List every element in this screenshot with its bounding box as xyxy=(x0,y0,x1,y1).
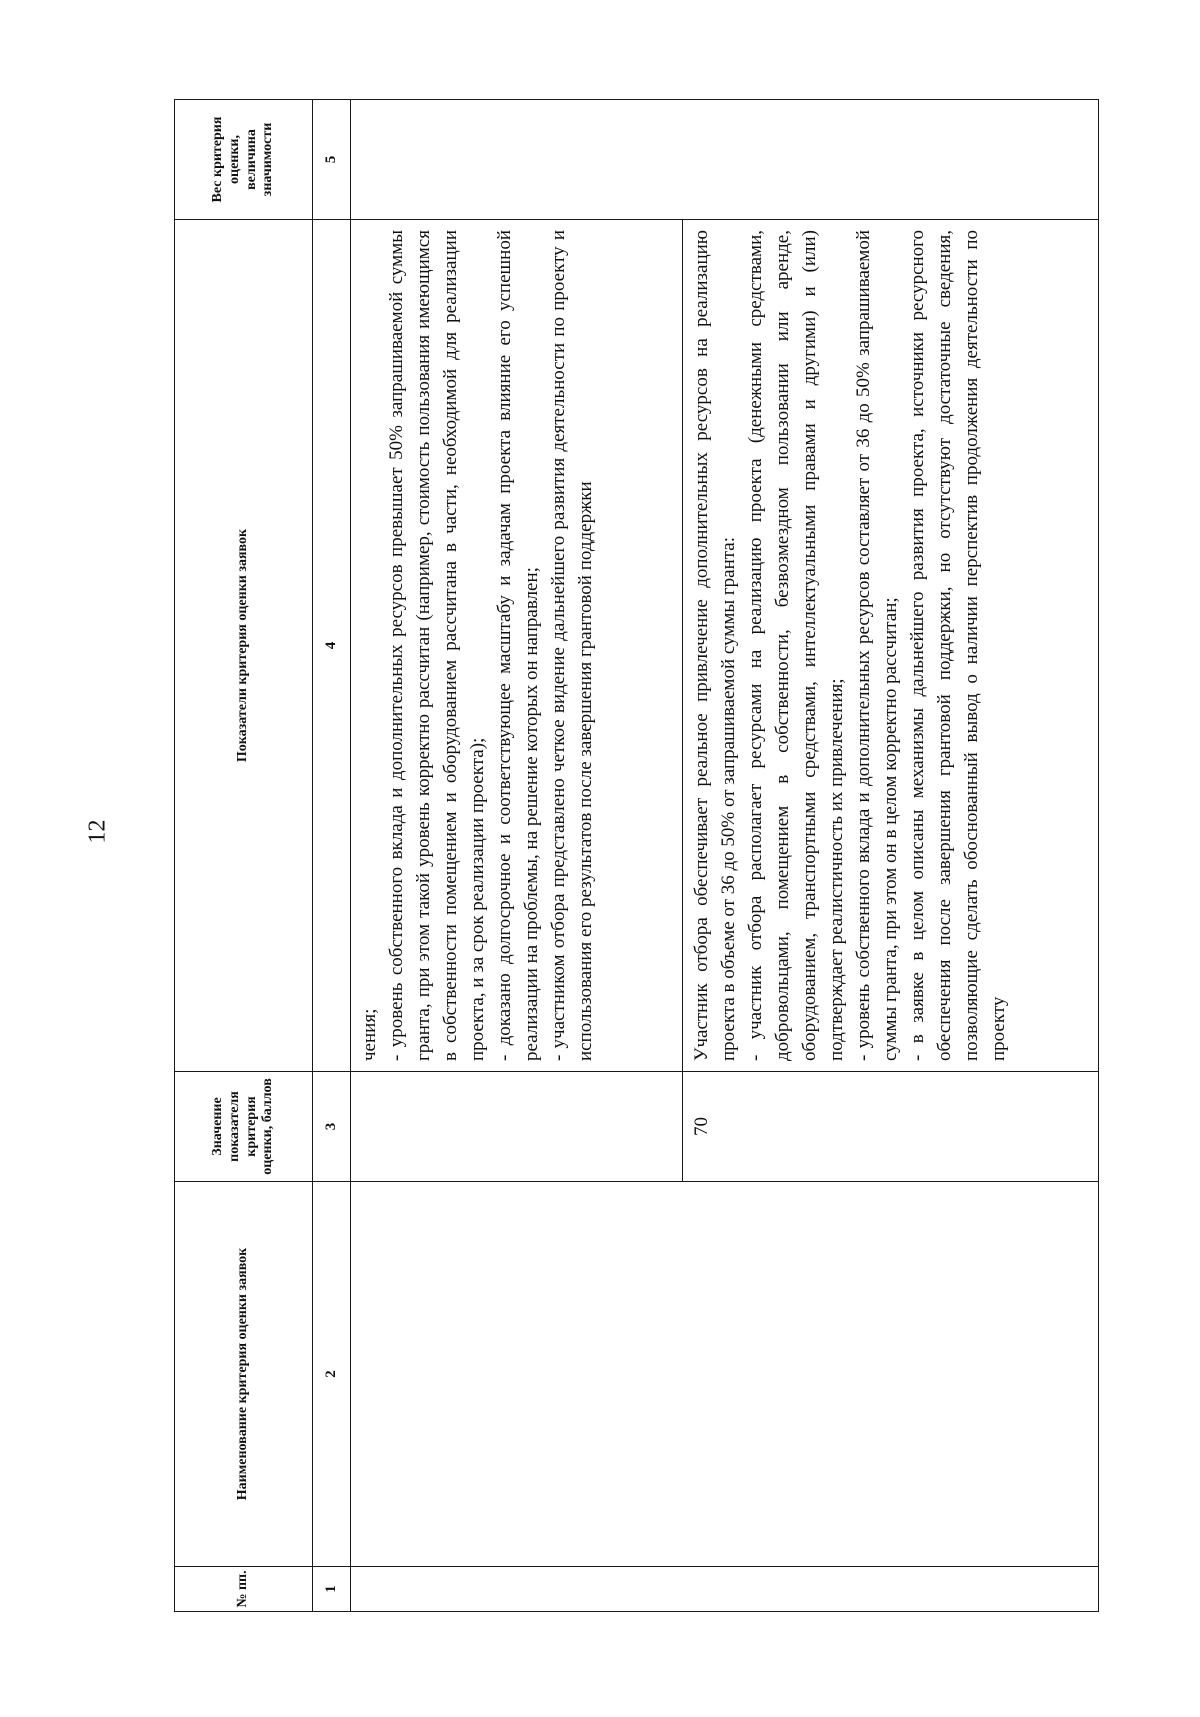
criteria-table xyxy=(174,99,1099,1612)
indicator-paragraph: - участник отбора располагает ресурсами на реализацию проекта (денежными средствами, добровольцами, помещением в собственности, безвозмездном пользовании или аренде, оборудованием, транспортными средствами, интеллектуальными правами и другими) и (или) подтверждает реалистичность их привлечения; xyxy=(744,230,847,1061)
indicators-cell xyxy=(351,220,683,1072)
header-number: № пп. xyxy=(175,1567,313,1612)
criteria-table-rotated xyxy=(174,100,1098,1612)
header-weight: Вес критерия оценки, величина значимости xyxy=(175,100,313,220)
header-indicators: Показатели критерия оценки заявок xyxy=(175,220,313,1072)
indicator-paragraph: - доказано долгосрочное и соответствующее масштабу и задачам проекта влияние его успешной реализации на проблемы, на решение которых он направлен; xyxy=(493,230,542,1061)
table-row xyxy=(351,100,683,1612)
number-cell xyxy=(351,1567,1099,1612)
indicator-paragraph: чения; xyxy=(359,1008,380,1061)
indicator-paragraph: - в заявке в целом описаны механизмы дальнейшего развития проекта, источники ресурсного обеспечения после завершения грантовой поддержки, но отсутствуют достаточные сведения, позволяющие сделать обоснованный вывод о наличии перспектив продолжения деятельности по проекту xyxy=(906,230,1009,1061)
column-number: 2 xyxy=(313,1182,351,1567)
column-number: 5 xyxy=(313,100,351,220)
column-number: 4 xyxy=(313,220,351,1072)
column-number-row xyxy=(313,100,351,1612)
indicator-paragraph: - уровень собственного вклада и дополнительных ресурсов составляет от 36 до 50% запрашиваемой суммы гранта, при этом он в целом корректно рассчитан; xyxy=(852,230,901,1061)
score-cell xyxy=(351,1072,683,1182)
header-score-value: Значение показателя критерия оценки, баллов xyxy=(175,1072,313,1182)
header-criterion-name: Наименование критерия оценки заявок xyxy=(175,1182,313,1567)
header-row xyxy=(175,100,313,1612)
indicators-cell xyxy=(683,220,1099,1072)
indicator-paragraph: Участник отбора обеспечивает реальное привлечение дополнительных ресурсов на реализацию проекта в объеме от 36 до 50% от запрашиваемой суммы гранта: xyxy=(691,230,739,1061)
score-cell: 70 xyxy=(683,1072,1099,1182)
weight-cell xyxy=(351,100,1099,220)
column-number: 1 xyxy=(313,1567,351,1612)
column-number: 3 xyxy=(313,1072,351,1182)
criterion-name-cell xyxy=(351,1182,1099,1567)
indicator-paragraph: - участником отбора представлено четкое видение дальнейшего развития деятельности по проекту и использования его результатов после завершения грантовой поддержки xyxy=(547,230,596,1061)
indicator-paragraph: - уровень собственного вклада и дополнительных ресурсов превышает 50% запрашиваемой суммы гранта, при этом такой уровень корректно рассчитан (например, стоимость пользования имеющимся в собственности помещением и оборудованием рассчитана в части, необходимой для реализации проекта, и за срок реализации проекта); xyxy=(385,230,488,1061)
page-number: 12 xyxy=(84,819,111,844)
